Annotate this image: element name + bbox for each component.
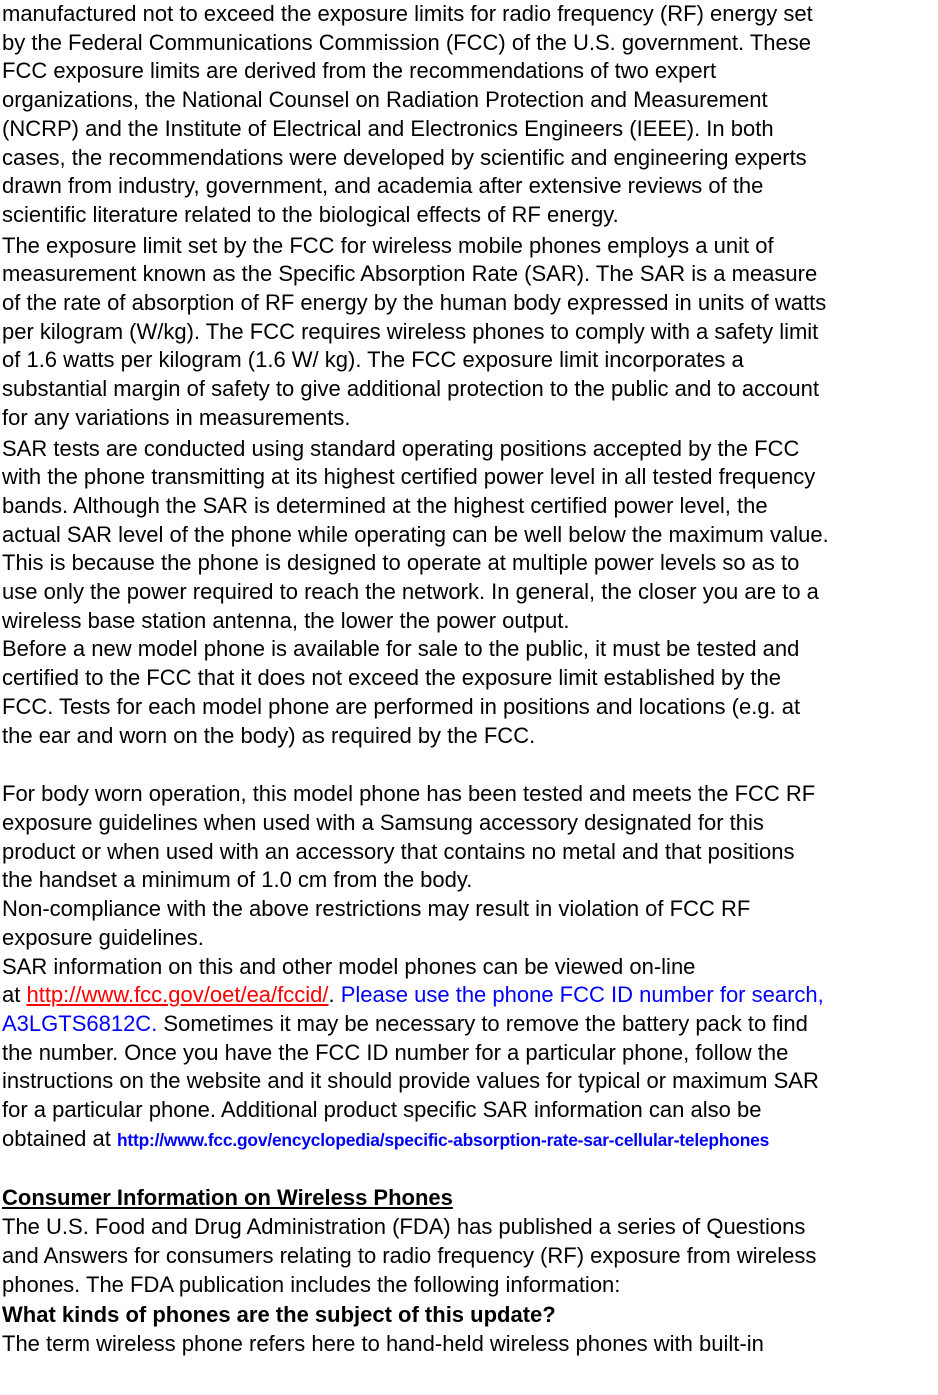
text-line: For body worn operation, this model phone has been tested and meets the FCC RF [2,781,816,807]
text-line: the number. Once you have the FCC ID number for a particular phone, follow the [2,1039,789,1065]
text-line: of 1.6 watts per kilogram (1.6 W/ kg). The FCC exposure limit incorporates a [2,347,744,373]
paragraph-sar-information [2,953,938,1155]
text-line: for any variations in measurements. [2,404,351,430]
section-consumer-information [2,1184,938,1299]
text-line: FCC exposure limits are derived from the recommendations of two expert [2,58,717,84]
text-line: per kilogram (W/kg). The FCC requires wireless phones to comply with a safety limit [2,318,819,344]
text-line [2,1125,938,1155]
text-line: manufactured not to exceed the exposure limits for radio frequency (RF) energy set [2,1,813,26]
text-line: exposure guidelines. [2,924,204,950]
text-fragment: obtained at [2,1125,117,1151]
text-line: SAR tests are conducted using standard operating positions accepted by the FCC [2,435,800,461]
text-line: measurement known as the Specific Absorption Rate (SAR). The SAR is a measure [2,261,818,287]
paragraph-body-worn [2,780,938,895]
section-heading: Consumer Information on Wireless Phones [2,1185,453,1211]
text-fragment: Sometimes it may be necessary to remove the battery pack to find [157,1010,808,1036]
text-line: actual SAR level of the phone while operating can be well below the maximum value. [2,521,829,547]
text-line: certified to the FCC that it does not exceed the exposure limit established by the [2,665,781,691]
text-line [2,1010,938,1039]
text-line: organizations, the National Counsel on Radiation Protection and Measurement [2,87,768,113]
document-page [2,0,938,1359]
text-line: bands. Although the SAR is determined at the highest certified power level, the [2,492,768,518]
fcc-id-search-note: Please use the phone FCC ID number for search, [334,982,824,1008]
question-heading: What kinds of phones are the subject of this update? [2,1302,556,1328]
text-line: This is because the phone is designed to operate at multiple power levels so as to [2,550,800,576]
text-line: (NCRP) and the Institute of Electrical and Electronics Engineers (IEEE). In both [2,115,774,141]
paragraph-sar-tests [2,435,938,636]
text-line: drawn from industry, government, and academia after extensive reviews of the [2,173,764,199]
paragraph-non-compliance [2,895,938,952]
question-block [2,1301,938,1358]
text-line: for a particular phone. Additional product specific SAR information can also be [2,1097,762,1123]
text-line: use only the power required to reach the network. In general, the closer you are to a [2,579,819,605]
text-line: cases, the recommendations were developed by scientific and engineering experts [2,144,807,170]
text-line: product or when used with an accessory that contains no metal and that positions [2,838,795,864]
text-line: the ear and worn on the body) as required by the FCC. [2,722,536,748]
text-line: The U.S. Food and Drug Administration (FDA) has published a series of Questions [2,1214,806,1240]
text-line: of the rate of absorption of RF energy by the human body expressed in units of watts [2,290,827,316]
text-line [2,981,938,1010]
text-line: The exposure limit set by the FCC for wireless mobile phones employs a unit of [2,232,774,258]
text-line: and Answers for consumers relating to radio frequency (RF) exposure from wireless [2,1242,817,1268]
text-line: Non-compliance with the above restrictions may result in violation of FCC RF [2,896,751,922]
text-line: instructions on the website and it should provide values for typical or maximum SAR [2,1068,819,1094]
text-line: the handset a minimum of 1.0 cm from the body. [2,867,473,893]
text-line: exposure guidelines when used with a Samsung accessory designated for this [2,809,764,835]
text-line: FCC. Tests for each model phone are performed in positions and locations (e.g. at [2,693,801,719]
paragraph-model-certification [2,635,938,750]
fcc-id-number: A3LGTS6812C. [2,1010,158,1036]
text-line: by the Federal Communications Commission (FCC) of the U.S. government. These [2,29,812,55]
text-fragment: at [2,982,27,1008]
text-line: phones. The FDA publication includes the following information: [2,1271,621,1297]
text-line: SAR information on this and other model phones can be viewed on-line [2,953,696,979]
text-line: The term wireless phone refers here to hand-held wireless phones with built-in [2,1330,764,1356]
encyclopedia-sar-link[interactable]: http://www.fcc.gov/encyclopedia/specific-absorption-rate-sar-cellular-telephones [116,1129,770,1150]
text-line: wireless base station antenna, the lower the power output. [2,607,570,633]
paragraph-fcc-exposure-limits [2,0,938,230]
text-line: scientific literature related to the biological effects of RF energy. [2,201,619,227]
text-fragment: . [328,982,335,1008]
text-line: Before a new model phone is available for sale to the public, it must be tested and [2,636,800,662]
fcc-id-link[interactable]: http://www.fcc.gov/oet/ea/fccid/ [26,982,329,1008]
paragraph-sar-definition [2,232,938,433]
text-line: with the phone transmitting at its highest certified power level in all tested frequency [2,464,816,490]
text-line: substantial margin of safety to give additional protection to the public and to account [2,376,819,402]
